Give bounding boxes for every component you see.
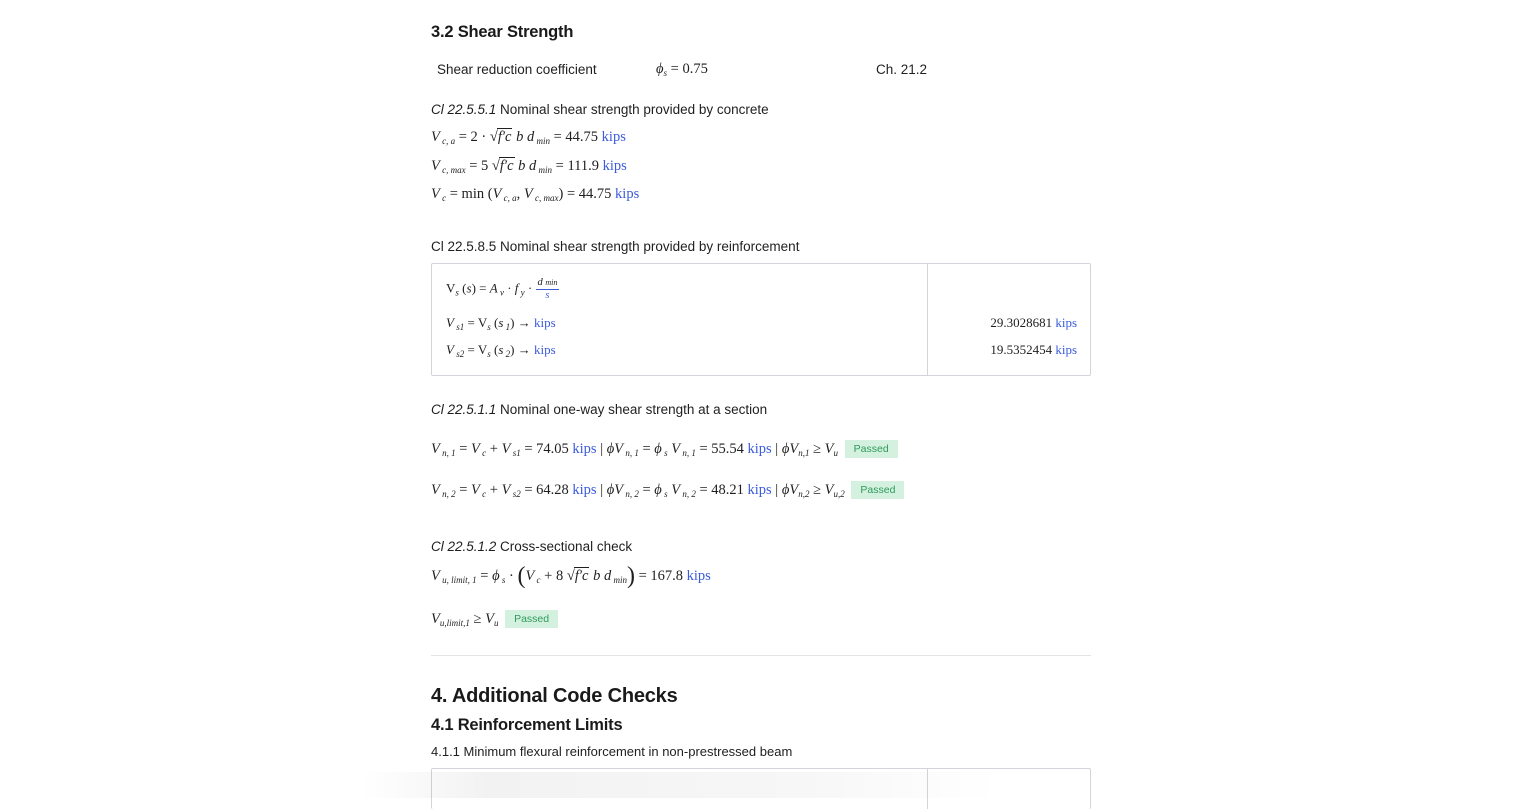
vu-limit-equation: V $_{u, limit, 1}$ = ϕ $_s$ · (V $_c$ + 8 √f′c b d $_{min}$) = 167.8 kips	[431, 563, 711, 589]
clause-heading-concrete: Cl 22.5.5.1 Nominal shear strength provided by concrete	[431, 102, 769, 117]
vs1-definition: V $_{s1} = V_s$ (s $_1$) → kips	[446, 315, 556, 332]
item-min-flexural-reinforcement: 4.1.1 Minimum flexural reinforcement in non-prestressed beam	[431, 744, 793, 759]
status-badge: Passed	[505, 610, 558, 628]
clause-heading-one-way-shear: Cl 22.5.1.1 Nominal one-way shear strength at a section	[431, 402, 768, 417]
phi-reference: Ch. 21.2	[876, 62, 928, 77]
section-divider	[431, 655, 1091, 656]
vs1-result: 29.3028681 kips	[990, 315, 1077, 330]
vn1-equation: V $_{n, 1}$ = V $_c$ + V $_{s1}$ = 74.05 kips | ϕV $_{n, 1}$ = ϕ $_s$ V $_{n, 1}$ = 55.54 kips | $\phi V_{n,1} \ge V_u$ Passed	[431, 440, 898, 458]
phi-label: Shear reduction coefficient	[437, 62, 597, 77]
unit-kips: kips	[602, 158, 627, 174]
clause-heading-cross-section: Cl 22.5.1.2 Cross-sectional check	[431, 539, 633, 554]
unit-kips: kips	[615, 186, 640, 202]
unit-kips: kips	[601, 129, 626, 145]
bottom-shadow	[360, 772, 1000, 798]
vcmax-equation: V $_{c, max}$ = 5 √f′c b d $_{min}$ = 111.9 kips	[431, 158, 627, 175]
box-divider	[927, 264, 928, 375]
clause-heading-reinforcement: Cl 22.5.8.5 Nominal shear strength provided by reinforcement	[431, 239, 800, 254]
vs2-definition: V $_{s2} = V_s$ (s $_2$) → kips	[446, 342, 556, 359]
status-badge: Passed	[851, 481, 904, 499]
vca-equation: V $_{c, a}$ = 2 · √f′c b d $_{min}$ = 44.75 kips	[431, 129, 626, 146]
status-badge: Passed	[845, 440, 898, 458]
reinforcement-calc-box	[431, 263, 1091, 376]
subsection-title-reinforcement-limits: 4.1 Reinforcement Limits	[431, 716, 623, 734]
section-title-shear-strength: 3.2 Shear Strength	[431, 23, 574, 41]
vs-function-definition: $V_s$ (s) = A $_v$ · f $_y$ · $\frac{\text{d min}}{s}$	[446, 277, 558, 301]
vn2-equation: V $_{n, 2}$ = V $_c$ + V $_{s2}$ = 64.28 kips | ϕV $_{n, 2}$ = ϕ $_s$ V $_{n, 2}$ = 48.21 kips | $\phi V_{n,2} \ge V_{u,2}$ Passed	[431, 481, 904, 499]
phi-equation: $\phi_s = 0.75$	[656, 61, 708, 78]
vc-equation: V $_c$ = min (V $_{c, a}$, V $_{c, max}$) = 44.75 kips	[431, 186, 640, 203]
vs2-result: 19.5352454 kips	[990, 342, 1077, 357]
vu-limit-check: $V_{u,limit,1} \ge V_u$ Passed	[431, 610, 558, 628]
section-title-additional-checks: 4. Additional Code Checks	[431, 685, 678, 707]
